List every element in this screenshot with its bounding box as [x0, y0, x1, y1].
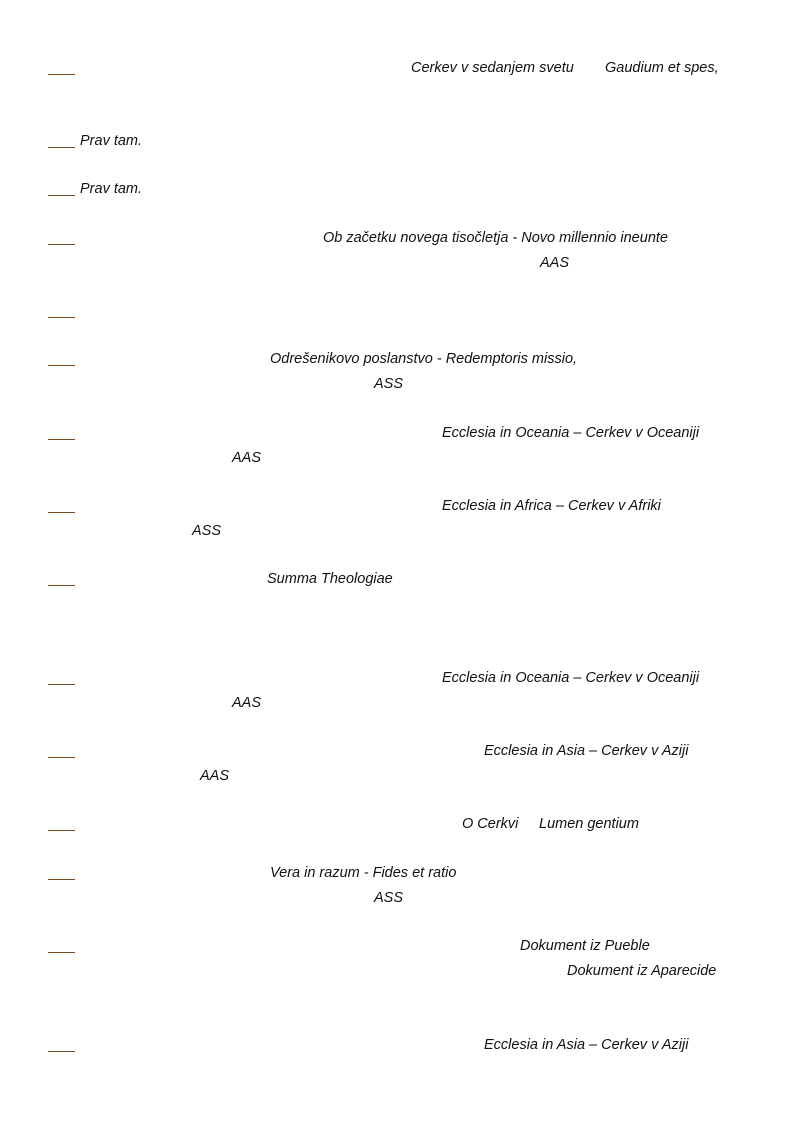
footnote-1-latin-title: Gaudium et spes,: [605, 60, 719, 76]
footnote-7-title: Ecclesia in Oceania – Cerkev v Oceaniji: [442, 425, 700, 441]
footnote-2-text: Prav tam.: [80, 133, 143, 149]
footnote-7-source: AAS: [232, 450, 262, 466]
footnote-marker-9: [48, 585, 75, 586]
footnote-1-title: Cerkev v sedanjem svetu: [411, 60, 574, 76]
footnote-10-source: AAS: [232, 695, 262, 711]
footnote-4-source: AAS: [540, 255, 570, 271]
footnote-marker-1: [48, 74, 75, 75]
footnote-marker-3: [48, 195, 75, 196]
footnote-8-source: ASS: [192, 523, 222, 539]
footnote-10-title: Ecclesia in Oceania – Cerkev v Oceaniji: [442, 670, 700, 686]
footnote-15-title: Ecclesia in Asia – Cerkev v Aziji: [484, 1037, 689, 1053]
footnote-marker-12: [48, 830, 75, 831]
footnote-marker-8: [48, 512, 75, 513]
footnote-marker-15: [48, 1051, 75, 1052]
footnote-11-source: AAS: [200, 768, 230, 784]
footnote-marker-6: [48, 365, 75, 366]
footnote-marker-14: [48, 952, 75, 953]
footnote-12-latin-title: Lumen gentium: [539, 816, 639, 832]
footnote-marker-4: [48, 244, 75, 245]
footnote-6-source: ASS: [374, 376, 404, 392]
footnote-13-title: Vera in razum - Fides et ratio: [270, 865, 457, 881]
footnote-marker-13: [48, 879, 75, 880]
footnote-6-title: Odrešenikovo poslanstvo - Redemptoris missio,: [270, 351, 578, 367]
footnote-14-second-title: Dokument iz Aparecide: [567, 963, 717, 979]
footnote-12-title: O Cerkvi: [462, 816, 519, 832]
footnote-marker-7: [48, 439, 75, 440]
footnote-13-source: ASS: [374, 890, 404, 906]
footnote-marker-11: [48, 757, 75, 758]
footnote-marker-2: [48, 147, 75, 148]
footnote-4-title: Ob začetku novega tisočletja - Novo millennio ineunte: [323, 230, 668, 246]
footnote-11-title: Ecclesia in Asia – Cerkev v Aziji: [484, 743, 689, 759]
footnote-14-title: Dokument iz Pueble: [520, 938, 650, 954]
footnote-3-text: Prav tam.: [80, 181, 143, 197]
footnote-marker-5: [48, 317, 75, 318]
footnote-8-title: Ecclesia in Africa – Cerkev v Afriki: [442, 498, 661, 514]
footnote-9-title: Summa Theologiae: [267, 571, 393, 587]
footnote-marker-10: [48, 684, 75, 685]
